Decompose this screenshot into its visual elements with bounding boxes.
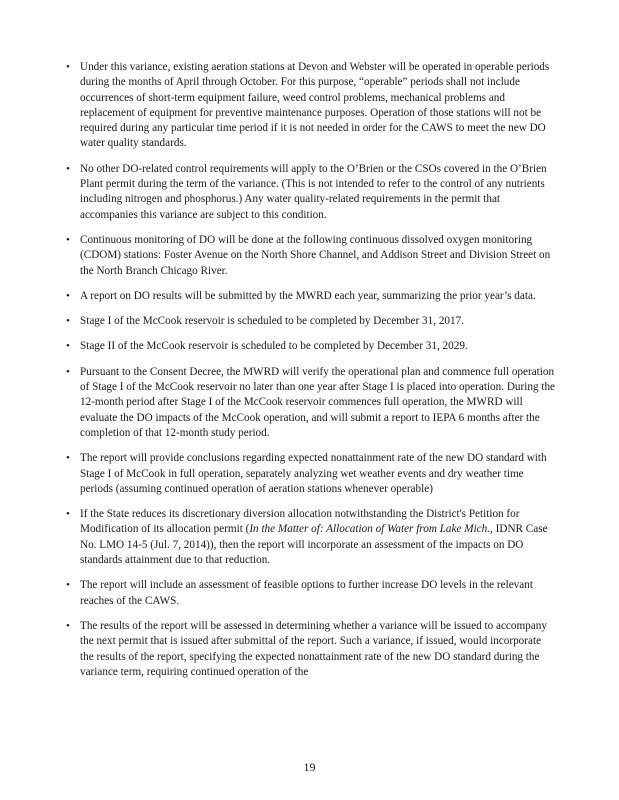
bullet-text: Stage I of the McCook reservoir is scheduled to be completed by December 31, 2017. <box>80 315 464 328</box>
bullet-item <box>68 162 556 223</box>
page-number: 19 <box>303 760 316 774</box>
bullet-text: No other DO-related control requirements will apply to the O’Brien or the CSOs covered in the O’Brien Plant permit during the term of the variance. (This is not intended to refer to the control of any nutrients including nitrogen and phosphorus.) Any water quality-related requirements in the permit that accompanies this variance are subject to this condition. <box>80 162 547 221</box>
case-citation-italic: In the Matter of: Allocation of Water from Lake Mich. <box>249 523 491 536</box>
bullet-text: Stage II of the McCook reservoir is scheduled to be completed by December 31, 2029. <box>80 340 468 353</box>
bullet-point-icon: • <box>66 340 70 353</box>
bullet-item <box>68 365 556 441</box>
bullet-item <box>68 339 556 354</box>
bullet-item <box>68 619 556 680</box>
bullet-point-icon: • <box>66 233 70 246</box>
bullet-text: The report will include an assessment of feasible options to further increase DO levels in the relevant reaches of the CAWS. <box>80 579 533 607</box>
bullet-point-icon: • <box>66 315 70 328</box>
bullet-text: The results of the report will be assessed in determining whether a variance will be issued to accompany the next permit that is issued after submittal of the report. Such a variance, if issued, would incorporate the results of the report, specifying the expected nonattainment rate of the new DO standard during the variance term, requiring continued operation of the <box>80 619 547 678</box>
bullet-item <box>68 233 556 279</box>
bullet-item <box>68 507 556 568</box>
bullet-text <box>80 507 556 568</box>
bullet-text-before: If the State reduces its discretionary diversion allocation notwithstanding the District's Petition for Modification of its allocation permit ( <box>80 508 520 536</box>
bullet-point-icon: • <box>66 579 70 592</box>
bullet-text: The report will provide conclusions regarding expected nonattainment rate of the new DO standard with Stage I of McCook in full operation, separately analyzing wet weather events and dry weather time periods (assuming continued operation of aeration stations whenever operable) <box>80 452 547 495</box>
bullet-text: Pursuant to the Consent Decree, the MWRD will verify the operational plan and commence full operation of Stage I of the McCook reservoir no later than one year after Stage I is placed into operation. During the 12-month period after Stage I of the McCook reservoir commences full operation, the MWRD will evaluate the DO impacts of the McCook operation, and will submit a report to IEPA 6 months after the completion of that 12-month study period. <box>80 365 555 439</box>
bullet-point-icon: • <box>66 452 70 465</box>
bullet-item <box>68 578 556 609</box>
bullet-point-icon: • <box>66 365 70 378</box>
bullet-item <box>68 314 556 329</box>
bullet-list <box>68 60 556 690</box>
bullet-text: Continuous monitoring of DO will be done at the following continuous dissolved oxygen monitoring (CDOM) stations: Foster Avenue on the North Shore Channel, and Addison Street and Division Street on the North Branch Chicago River. <box>80 233 551 277</box>
bullet-item <box>68 60 556 152</box>
bullet-point-icon: • <box>66 508 70 521</box>
bullet-point-icon: • <box>66 289 70 302</box>
bullet-item <box>68 289 556 304</box>
bullet-point-icon: • <box>66 619 70 632</box>
bullet-text: Under this variance, existing aeration stations at Devon and Webster will be operated in operable periods during the months of April through October. For this purpose, “operable” periods shall not include occurrences of short-term equipment failure, weed control problems, mechanical problems and replacement of equipment for preventive maintenance purposes. Operation of those stations will not be required during any particular time period if it is not needed in order for the CAWS to meet the new DO water quality standards. <box>80 61 550 150</box>
bullet-item <box>68 451 556 497</box>
bullet-text-after: , IDNR Case No. LMO 14-5 (Jul. 7, 2014)), then the report will incorporate an assessment of the impacts on DO standards attainment due to that reduction. <box>80 523 548 567</box>
bullet-text: A report on DO results will be submitted by the MWRD each year, summarizing the prior year’s data. <box>80 289 536 302</box>
bullet-point-icon: • <box>66 61 70 73</box>
bullet-point-icon: • <box>66 162 70 175</box>
